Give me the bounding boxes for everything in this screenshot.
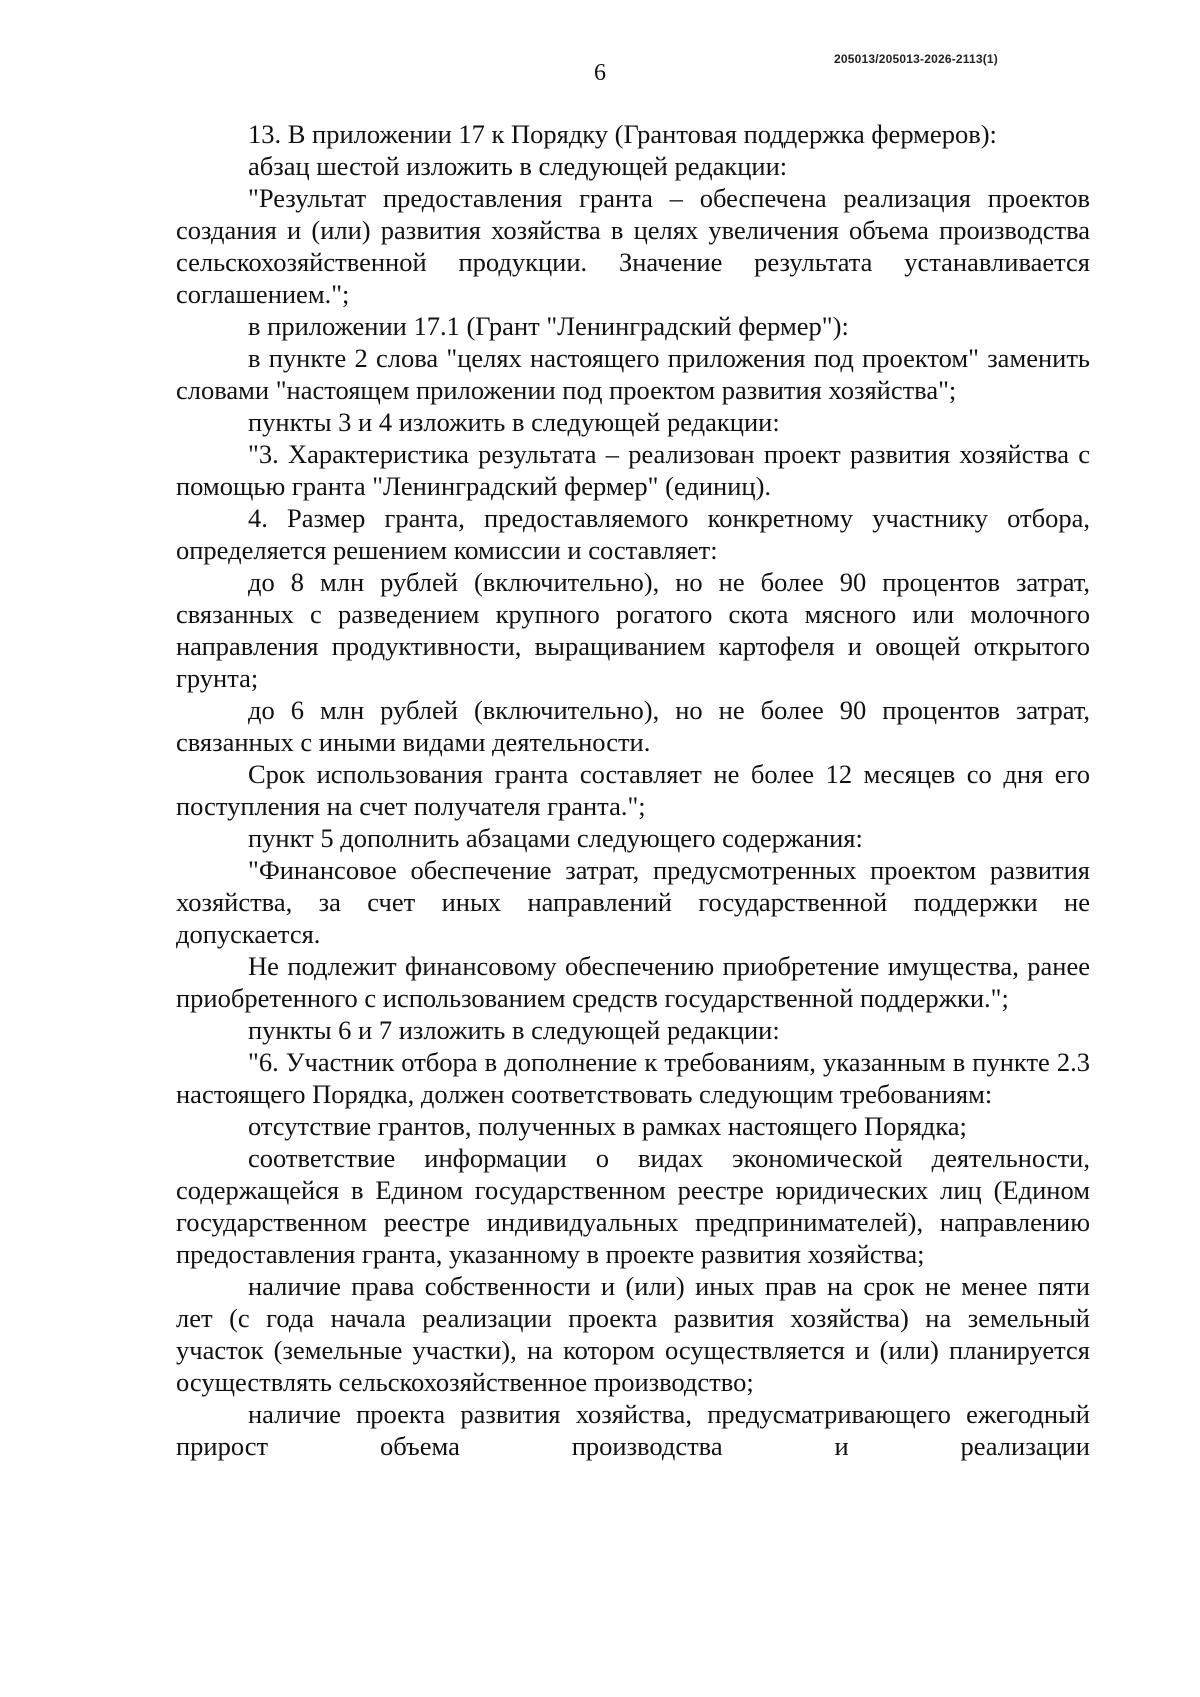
paragraph: отсутствие грантов, полученных в рамках настоящего Порядка; xyxy=(248,1111,967,1141)
paragraph: соответствие информации о видах экономической деятельности, содержащейся в Едином государственном реестре юридических лиц (Едином государственном реестре индивидуальных предпринимателей), направлению предоставления гранта, указанному в проекте развития хозяйства; xyxy=(176,1143,1090,1269)
paragraph: в пункте 2 слова "целях настоящего приложения под проектом" заменить словами "настоящем приложении под проектом развития хозяйства"; xyxy=(176,343,1090,405)
paragraph: абзац шестой изложить в следующей редакции: xyxy=(248,151,788,181)
paragraph-continued: наличие проекта развития хозяйства, предусматривающего ежегодный прирост объема производства и реализации xyxy=(176,1399,1090,1461)
paragraph: Не подлежит финансовому обеспечению приобретение имущества, ранее приобретенного с использованием средств государственной поддержки."; xyxy=(176,951,1090,1013)
paragraph-item-13: 13. В приложении 17 к Порядку (Грантовая поддержка фермеров): xyxy=(248,119,997,149)
paragraph: пункты 3 и 4 изложить в следующей редакции: xyxy=(248,407,780,437)
paragraph: до 8 млн рублей (включительно), но не более 90 процентов затрат, связанных с разведением крупного рогатого скота мясного или молочного направления продуктивности, выращиванием картофеля и овощей открытого грунта; xyxy=(176,567,1090,693)
paragraph: "6. Участник отбора в дополнение к требованиям, указанным в пункте 2.3 настоящего Порядка, должен соответствовать следующим требованиям: xyxy=(176,1047,1090,1109)
paragraph: пункты 6 и 7 изложить в следующей редакции: xyxy=(248,1015,780,1045)
paragraph: в приложении 17.1 (Грант "Ленинградский фермер"): xyxy=(248,311,849,341)
paragraph: до 6 млн рублей (включительно), но не более 90 процентов затрат, связанных с иными видами деятельности. xyxy=(176,695,1090,757)
paragraph: Срок использования гранта составляет не более 12 месяцев со дня его поступления на счет получателя гранта."; xyxy=(176,759,1090,821)
document-id: 205013/205013-2026-2113(1) xyxy=(833,52,998,66)
paragraph: "Результат предоставления гранта – обеспечена реализация проектов создания и (или) развития хозяйства в целях увеличения объема производства сельскохозяйственной продукции. Значение результата устанавливается соглашением."; xyxy=(176,183,1090,309)
document-body xyxy=(176,118,1090,1462)
paragraph: "3. Характеристика результата – реализован проект развития хозяйства с помощью гранта "Ленинградский фермер" (единиц). xyxy=(176,439,1090,501)
paragraph: 4. Размер гранта, предоставляемого конкретному участнику отбора, определяется решением комиссии и составляет: xyxy=(176,503,1090,565)
paragraph: пункт 5 дополнить абзацами следующего содержания: xyxy=(248,823,863,853)
page-number: 6 xyxy=(594,60,606,86)
paragraph: наличие права собственности и (или) иных прав на срок не менее пяти лет (с года начала реализации проекта развития хозяйства) на земельный участок (земельные участки), на котором осуществляется и (или) планируется осуществлять сельскохозяйственное производство; xyxy=(176,1271,1090,1397)
paragraph: "Финансовое обеспечение затрат, предусмотренных проектом развития хозяйства, за счет иных направлений государственной поддержки не допускается. xyxy=(176,855,1090,949)
